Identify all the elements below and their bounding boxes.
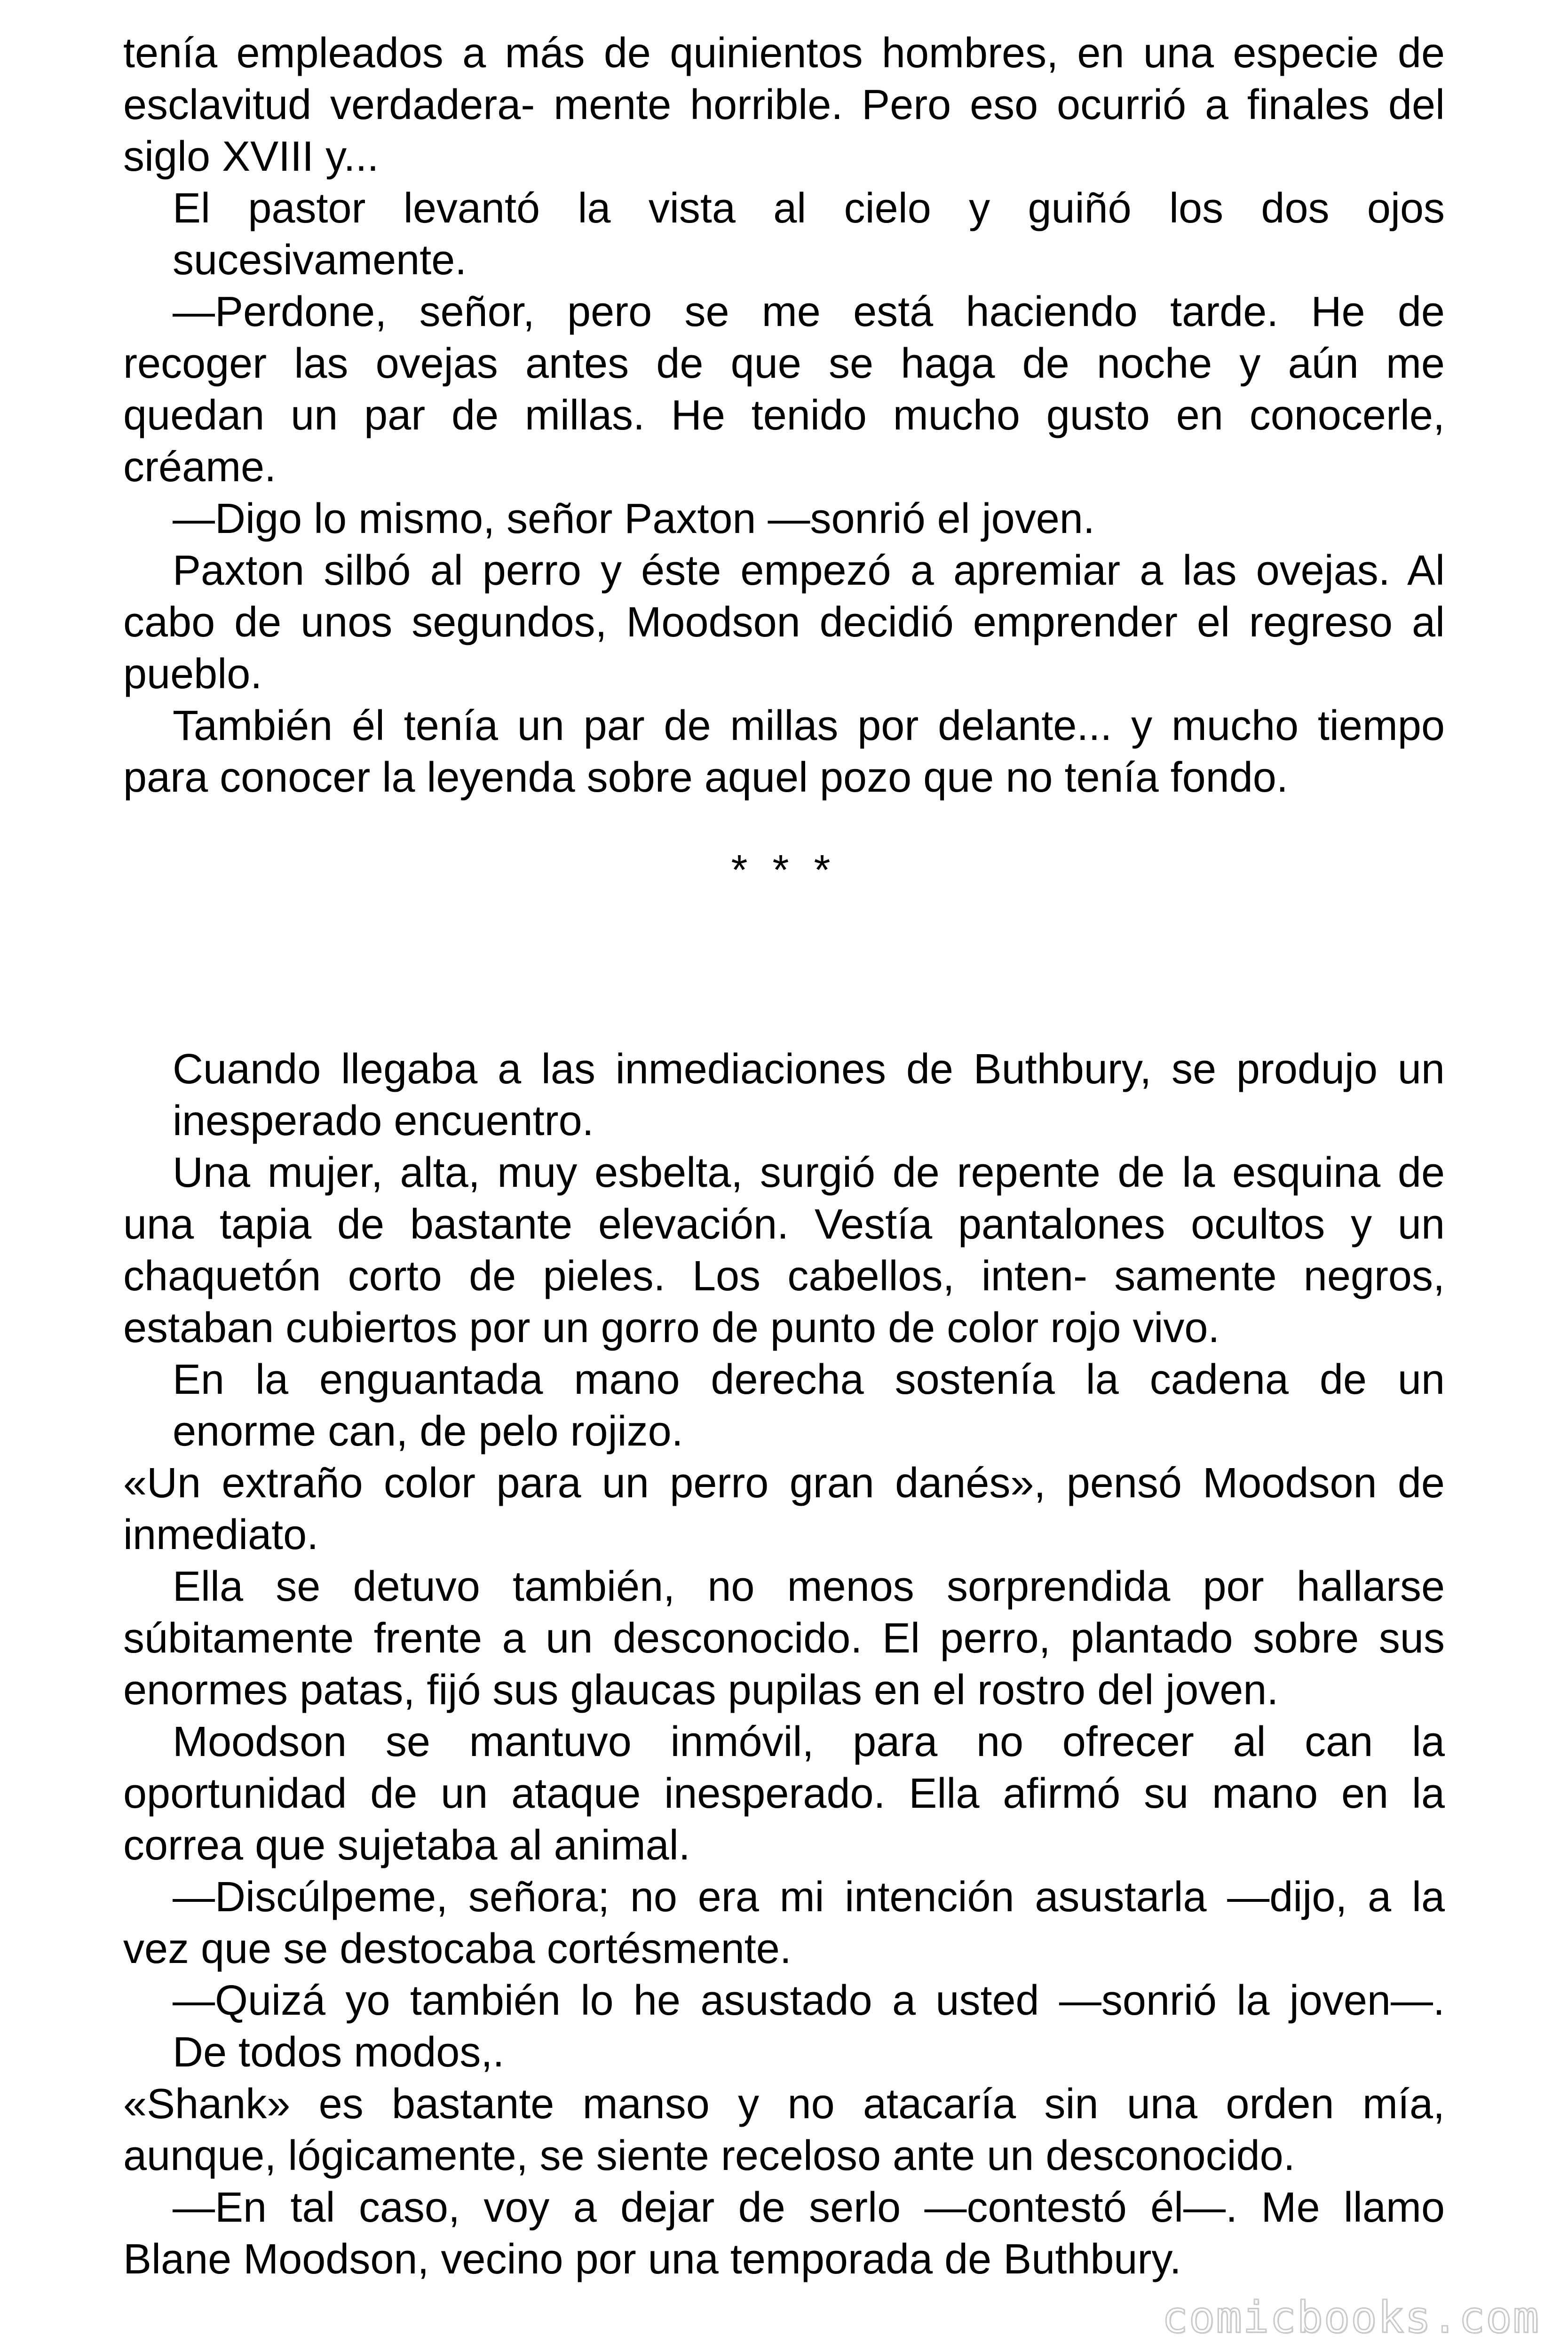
paragraph [123,493,1445,545]
paragraph [123,1354,1445,1457]
watermark: comicbooks.com [1162,2292,1540,2343]
text-line: Ella se detuvo también, no menos sorprendida por hallarse [173,1563,1445,1610]
paragraph [123,183,1445,286]
text-line: quedan un par de millas. He tenido mucho gusto en conocerle, [123,392,1445,439]
text-line: «Shank» es bastante manso y no atacaría sin una orden mía, [123,2081,1445,2128]
paragraph [123,286,1445,493]
paragraph [123,27,1445,183]
text-line: «Un extraño color para un perro gran danés», pensó Moodson de [123,1460,1445,1507]
text-line: De todos modos,. [173,2029,505,2076]
text-line: Blane Moodson, vecino por una temporada de Buthbury. [123,2236,1181,2283]
paragraph [123,2078,1445,2182]
paragraph [123,700,1445,803]
text-line: para conocer la leyenda sobre aquel pozo que no tenía fondo. [123,754,1288,801]
paragraph [123,1716,1445,1871]
text-line: oportunidad de un ataque inesperado. Ella afirmó su mano en la [123,1770,1445,1817]
text-line: una tapia de bastante elevación. Vestía pantalones ocultos y un [123,1201,1445,1248]
paragraph [123,2182,1445,2285]
text-line: En la enguantada mano derecha sostenía la cadena de un [173,1356,1445,1403]
text-line: —Quizá yo también lo he asustado a usted —sonrió la joven—. [173,1977,1445,2024]
paragraph [123,1871,1445,1975]
paragraph [123,545,1445,700]
text-line: —Digo lo mismo, señor Paxton —sonrió el joven. [173,495,1095,542]
text-line: inmediato. [123,1511,319,1558]
text-line: siglo XVIII y... [123,133,379,180]
text-line: sucesivamente. [173,237,467,284]
text-line: vez que se destocaba cortésmente. [123,1925,792,1972]
text-line: inesperado encuentro. [173,1097,594,1144]
text-line: También él tenía un par de millas por delante... y mucho tiempo [173,702,1445,749]
paragraph [123,1147,1445,1354]
text-line: enormes patas, fijó sus glaucas pupilas en el rostro del joven. [123,1667,1279,1714]
text-line: El pastor levantó la vista al cielo y guiñó los dos ojos [173,185,1445,232]
scene-separator: * * * [731,847,837,894]
paragraph [123,1457,1445,1561]
text-line: cabo de unos segundos, Moodson decidió emprender el regreso al [123,599,1445,646]
text-line: correa que sujetaba al animal. [123,1822,690,1869]
text-line: recoger las ovejas antes de que se haga de noche y aún me [123,340,1445,387]
text-line: créame. [123,444,277,491]
paragraph [123,1561,1445,1716]
paragraph [123,1975,1445,2078]
text-line: pueblo. [123,651,262,698]
text-line: estaban cubiertos por un gorro de punto de color rojo vivo. [123,1304,1220,1351]
text-line: súbitamente frente a un desconocido. El perro, plantado sobre sus [123,1615,1445,1662]
text-line: chaquetón corto de pieles. Los cabellos, inten- samente negros, [123,1253,1445,1300]
text-line: tenía empleados a más de quinientos hombres, en una especie de [123,30,1445,77]
text-line: Paxton silbó al perro y éste empezó a apremiar a las ovejas. Al [173,547,1445,594]
text-line: esclavitud verdadera- mente horrible. Pero eso ocurrió a finales del [123,81,1445,128]
text-line: —Discúlpeme, señora; no era mi intención asustarla —dijo, a la [173,1874,1445,1921]
text-line: Moodson se mantuvo inmóvil, para no ofrecer al can la [173,1718,1445,1765]
text-line: aunque, lógicamente, se siente receloso ante un desconocido. [123,2132,1295,2179]
text-line: —En tal caso, voy a dejar de serlo —contestó él—. Me llamo [173,2184,1445,2231]
text-line: enorme can, de pelo rojizo. [173,1408,683,1455]
text-line: Cuando llegaba a las inmediaciones de Buthbury, se produjo un [173,1046,1445,1093]
text-line: —Perdone, señor, pero se me está haciendo tarde. He de [173,288,1445,335]
paragraph [123,1043,1445,1147]
text-line: Una mujer, alta, muy esbelta, surgió de repente de la esquina de [173,1149,1445,1196]
